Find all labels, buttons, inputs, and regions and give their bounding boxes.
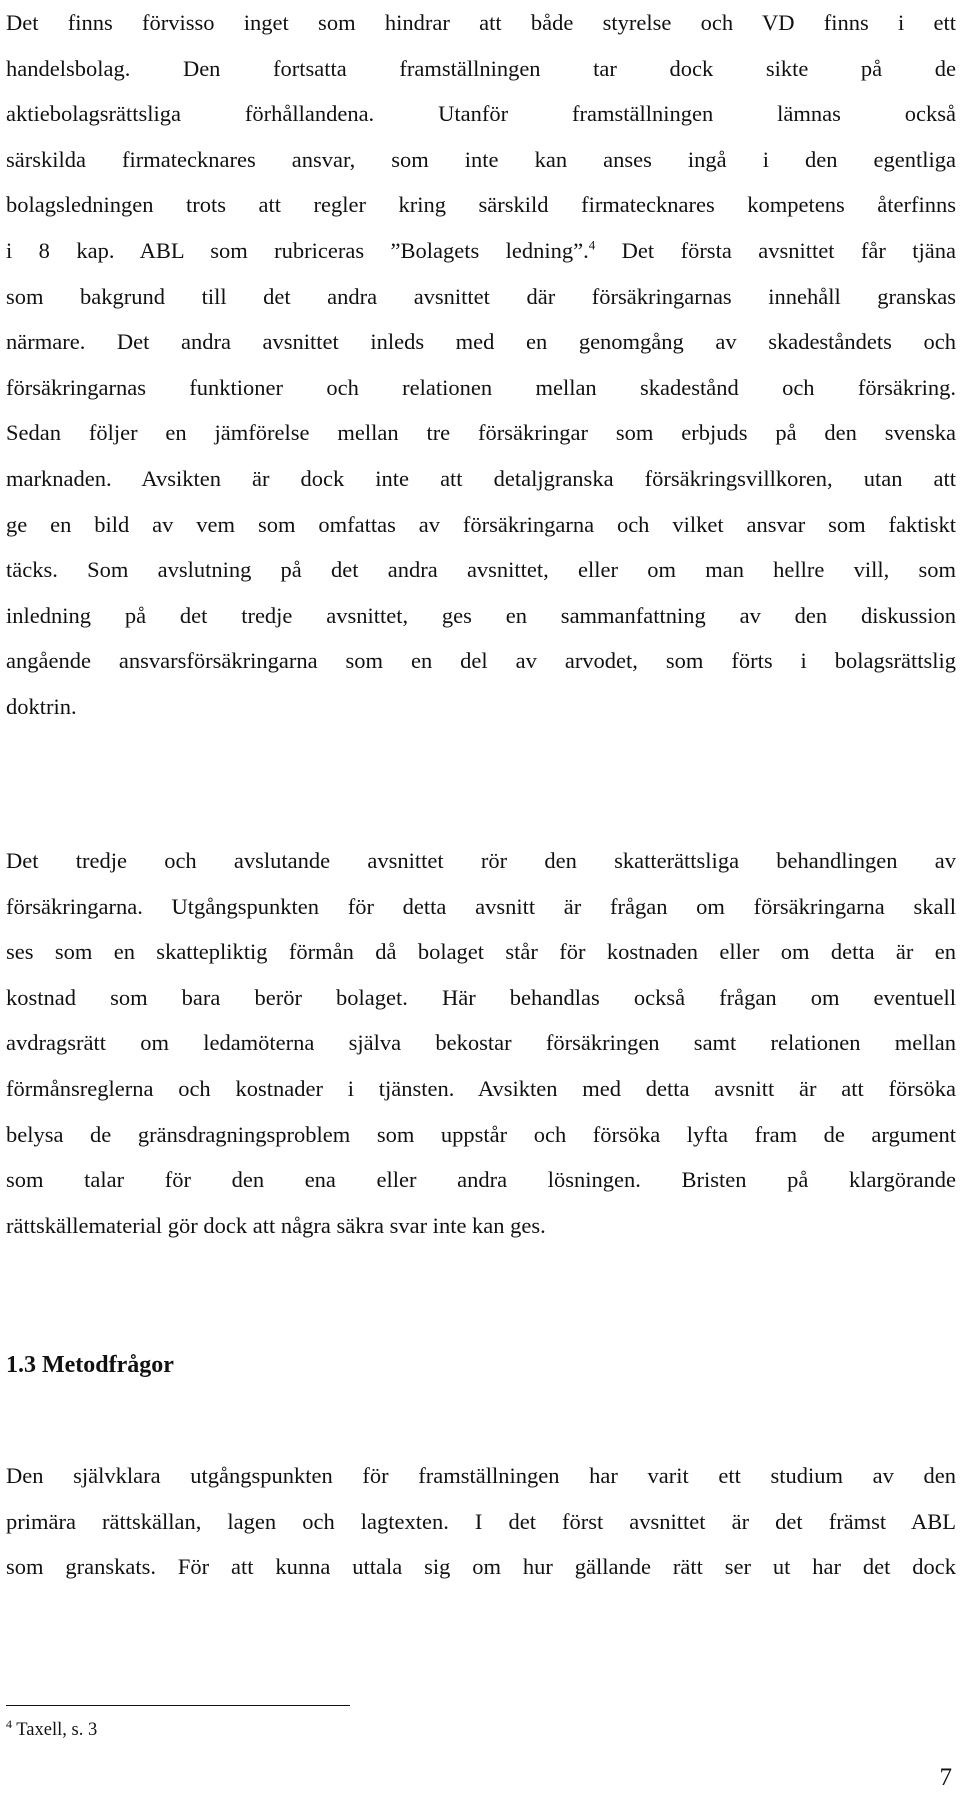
text-line: som granskats. För att kunna uttala sig om hur gällande rätt ser ut har det dock	[6, 1554, 956, 1580]
text-line: primära rättskällan, lagen och lagtexten. I det först avsnittet är det främst ABL	[6, 1508, 956, 1534]
paragraph-method	[6, 1453, 956, 1590]
text-line: täcks. Som avslutning på det andra avsnittet, eller om man hellre vill, som	[6, 557, 956, 583]
text-line: doktrin.	[6, 693, 77, 719]
text-fragment: Det första avsnittet får tjäna	[595, 237, 956, 263]
text-line: särskilda firmatecknares ansvar, som inte kan anses ingå i den egentliga	[6, 146, 956, 172]
text-fragment: i 8 kap. ABL som rubriceras ”Bolagets ledning”.	[6, 237, 589, 263]
footnote-reference[interactable]: 4	[588, 237, 596, 253]
paragraph-scope	[6, 0, 956, 730]
footnote-text: Taxell, s. 3	[16, 1720, 98, 1740]
text-line: som bakgrund till det andra avsnittet där försäkringarnas innehåll granskas	[6, 283, 956, 309]
text-line: handelsbolag. Den fortsatta framställningen tar dock sikte på de	[6, 55, 956, 81]
text-line: försäkringarna. Utgångspunkten för detta avsnitt är frågan om försäkringarna skall	[6, 893, 956, 919]
footnote-divider	[6, 1705, 350, 1706]
text-line: ge en bild av vem som omfattas av försäkringarna och vilket ansvar som faktiskt	[6, 511, 956, 537]
text-line: angående ansvarsförsäkringarna som en del av arvodet, som förts i bolagsrättslig	[6, 648, 956, 674]
section-heading: 1.3 Metodfrågor	[6, 1352, 174, 1378]
text-line: som talar för den ena eller andra lösningen. Bristen på klargörande	[6, 1167, 956, 1193]
text-line: belysa de gränsdragningsproblem som uppstår och försöka lyfta fram de argument	[6, 1121, 956, 1147]
text-line: rättskällematerial gör dock att några säkra svar inte kan ges.	[6, 1212, 546, 1238]
page-number: 7	[939, 1764, 952, 1791]
text-line: Den självklara utgångspunkten för framställningen har varit ett studium av den	[6, 1463, 956, 1488]
text-line: bolagsledningen trots att regler kring särskild firmatecknares kompetens återfinns	[6, 192, 956, 218]
text-line: Det tredje och avslutande avsnittet rör den skatterättsliga behandlingen av	[6, 848, 956, 873]
text-line: förmånsreglerna och kostnader i tjänsten. Avsikten med detta avsnitt är att försöka	[6, 1075, 956, 1101]
text-line: försäkringarnas funktioner och relationen mellan skadestånd och försäkring.	[6, 374, 956, 400]
text-line: aktiebolagsrättsliga förhållandena. Utanför framställningen lämnas också	[6, 101, 956, 127]
text-line: marknaden. Avsikten är dock inte att detaljgranska försäkringsvillkoren, utan att	[6, 465, 956, 491]
paragraph-tax-section	[6, 838, 956, 1248]
text-line: avdragsrätt om ledamöterna själva bekostar försäkringen samt relationen mellan	[6, 1030, 956, 1056]
text-line: kostnad som bara berör bolaget. Här behandlas också frågan om eventuell	[6, 984, 956, 1010]
text-line: inledning på det tredje avsnittet, ges en sammanfattning av den diskussion	[6, 602, 956, 628]
text-line: Det finns förvisso inget som hindrar att både styrelse och VD finns i ett	[6, 10, 956, 35]
text-line: närmare. Det andra avsnittet inleds med en genomgång av skadeståndets och	[6, 329, 956, 355]
text-line: Sedan följer en jämförelse mellan tre försäkringar som erbjuds på den svenska	[6, 420, 956, 446]
text-line-with-footnote-ref	[6, 228, 956, 274]
text-line: ses som en skattepliktig förmån då bolaget står för kostnaden eller om detta är en	[6, 939, 956, 965]
footnote	[6, 1718, 97, 1742]
footnote-number: 4	[6, 1716, 12, 1731]
